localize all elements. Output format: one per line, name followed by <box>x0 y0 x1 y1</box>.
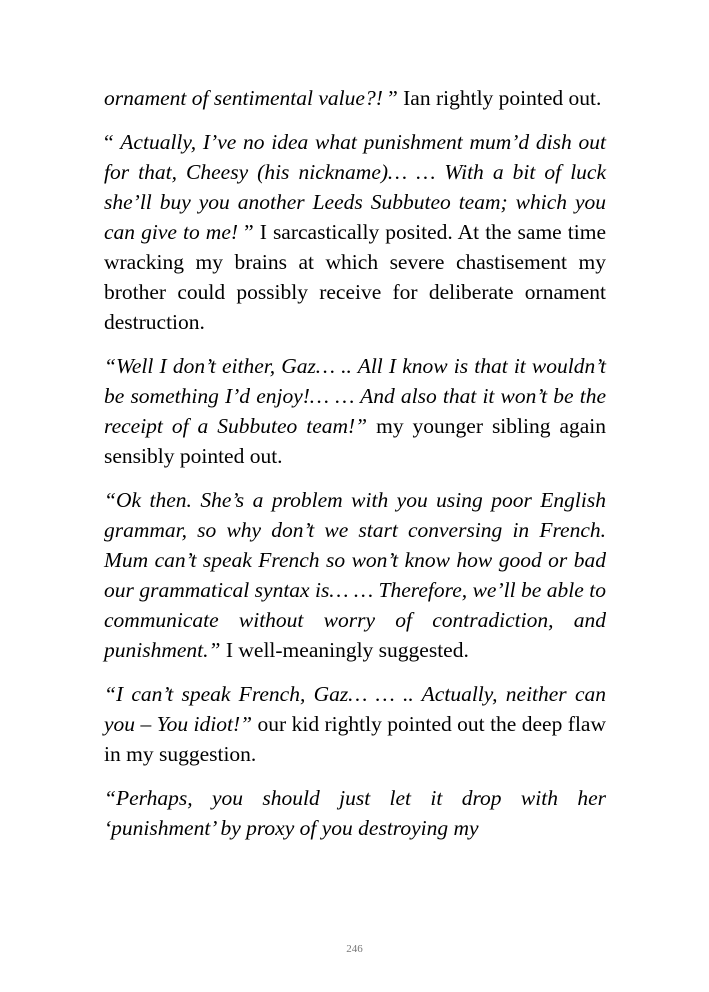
paragraph-6 <box>104 783 606 843</box>
paragraph-2 <box>104 127 606 337</box>
italic-speech: Actually, I’ve no idea what punishment mum’d dish out for that, Cheesy (his nickname)… … With a bit of luck she’ll buy you another Leeds Subbuteo team; which you can give to me! <box>104 130 606 244</box>
narration: ” Ian rightly pointed out. <box>388 86 602 110</box>
italic-speech: “Ok then. She’s a problem with you using poor English grammar, so why don’t we start conversing in French. Mum can’t speak French so won’t know how good or bad our grammatical syntax is… … Therefore, we’ll be able to communicate without worry of contradiction, and punishment.” <box>104 488 606 662</box>
italic-speech: ornament of sentimental value?! <box>104 86 389 110</box>
paragraph-4 <box>104 485 606 665</box>
opening-quote: “ <box>104 130 121 154</box>
narration: our kid rightly pointed out the deep flaw in my suggestion. <box>104 712 606 766</box>
italic-speech: “I can’t speak French, Gaz… … .. Actually, neither can you – You idiot!” <box>104 682 606 736</box>
page-number: 246 <box>346 943 363 955</box>
paragraph-3 <box>104 351 606 471</box>
paragraph-5 <box>104 679 606 769</box>
paragraph-1 <box>104 83 606 113</box>
italic-speech: “Perhaps, you should just let it drop with her ‘punishment’ by proxy of you destroying my <box>104 786 606 840</box>
italic-speech: “Well I don’t either, Gaz… .. All I know is that it wouldn’t be something I’d enjoy!… … And also that it won’t be the receipt of a Subbuteo team!” <box>104 354 606 438</box>
narration: I well-meaningly suggested. <box>220 638 469 662</box>
narration: my younger sibling again sensibly pointed out. <box>104 414 606 468</box>
narration: ” I sarcastically posited. At the same time wracking my brains at which severe chastisement my brother could possibly receive for deliberate ornament destruction. <box>104 220 606 334</box>
body-text <box>104 83 606 857</box>
